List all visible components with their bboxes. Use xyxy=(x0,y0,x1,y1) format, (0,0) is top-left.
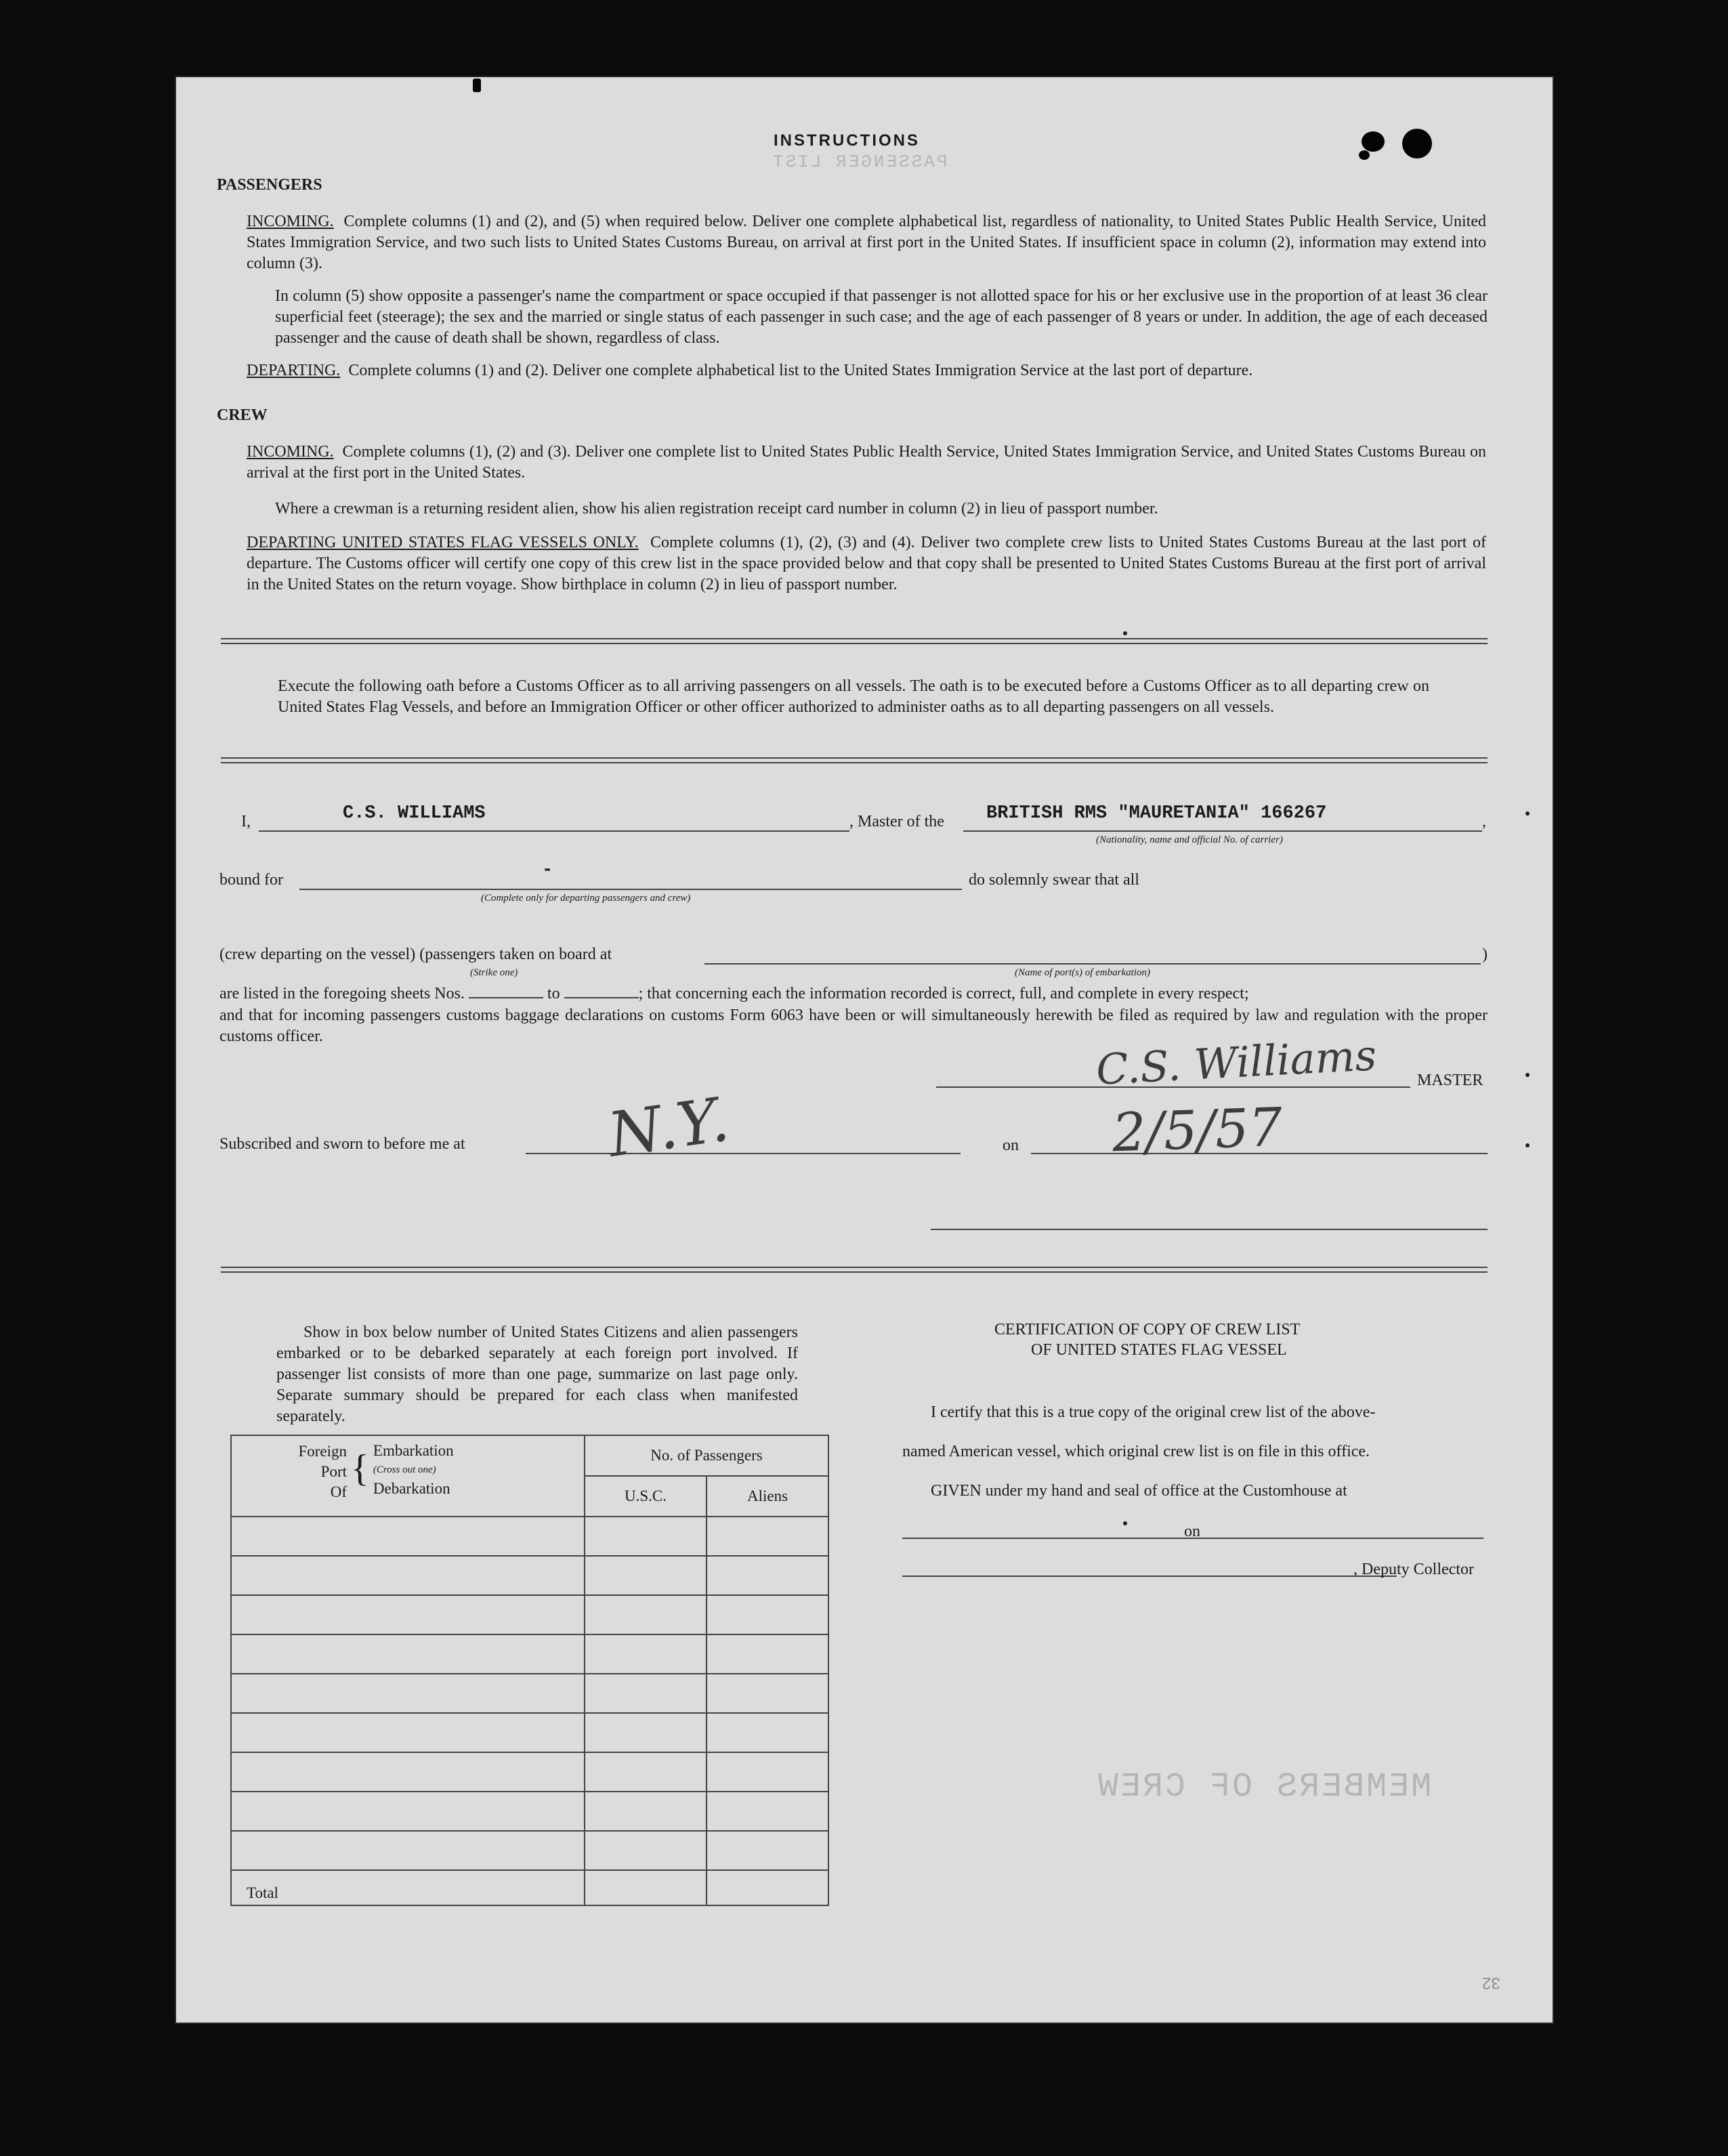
margin-dot xyxy=(1525,1143,1530,1147)
margin-dot xyxy=(1525,1073,1530,1077)
passengers-departing-paragraph xyxy=(247,360,1486,381)
col-debark: Debarkation xyxy=(373,1480,450,1497)
i-label: I, xyxy=(241,813,251,830)
summary-row-port xyxy=(231,1831,585,1870)
summary-row-usc xyxy=(585,1556,707,1595)
comma: , xyxy=(1482,813,1486,830)
col-embark: Embarkation xyxy=(373,1442,454,1459)
bound-for-label: bound for xyxy=(219,871,283,889)
summary-row-usc xyxy=(585,1595,707,1634)
col-port-a: Foreign xyxy=(298,1443,347,1460)
ink-blot xyxy=(1362,131,1385,152)
sworn-date-value: 2/5/57 xyxy=(1111,1097,1284,1164)
summary-row-aliens xyxy=(707,1831,828,1870)
master-name-line xyxy=(259,830,849,832)
instructions-heading: INSTRUCTIONS xyxy=(774,131,920,150)
crew-incoming-text: Complete columns (1), (2) and (3). Deliver one complete list to United States Public Health Service, United States Immigration Service, and United States Customs Bureau on arrival at the first port in the United States. xyxy=(247,443,1487,482)
sheets-to: to xyxy=(547,985,560,1002)
master-of-label: , Master of the xyxy=(849,813,944,830)
master-label: MASTER xyxy=(1417,1072,1483,1089)
passengers-incoming-paragraph xyxy=(247,211,1486,274)
summary-row-port xyxy=(231,1792,585,1831)
summary-row-usc xyxy=(585,1792,707,1831)
certification-title-2: OF UNITED STATES FLAG VESSEL xyxy=(1031,1341,1287,1359)
certification-line-1: I certify that this is a true copy of the original crew list of the above- xyxy=(931,1403,1376,1421)
certification-title-1: CERTIFICATION OF COPY OF CREW LIST xyxy=(994,1321,1301,1338)
total-aliens xyxy=(707,1870,828,1905)
ports-caption: (Name of port(s) of embarkation) xyxy=(1015,967,1150,978)
section-divider xyxy=(221,638,1488,644)
summary-row-port xyxy=(231,1517,585,1556)
sworn-place-value: N.Y. xyxy=(604,1084,734,1171)
passengers-heading: PASSENGERS xyxy=(217,176,322,194)
departing-text: Complete columns (1) and (2). Deliver one complete alphabetical list to the United States Immigration Service at the last port of departure. xyxy=(348,362,1253,379)
section-divider xyxy=(221,757,1488,763)
total-usc xyxy=(585,1870,707,1905)
swear-label: do solemnly swear that all xyxy=(969,871,1139,889)
bound-for-caption: (Complete only for departing passengers and crew) xyxy=(481,893,691,904)
sworn-on-label: on xyxy=(1003,1137,1019,1154)
summary-row-aliens xyxy=(707,1517,828,1556)
sheets-text-a: are listed in the foregoing sheets Nos. xyxy=(219,985,465,1002)
departing-flag-paragraph xyxy=(247,532,1486,595)
departing-flag-text: Complete columns (1), (2), (3) and (4). Deliver two complete crew lists to United States Customs Bureau at the last port of departure. The Customs officer will certify one copy of this crew list in the space provided below and that copy shall be presented to United States Customs Bureau at the first port of arrival in the United States on the return voyage. Show birthplace in column (2) in lieu of passport number. xyxy=(247,534,1486,593)
summary-row-aliens xyxy=(707,1713,828,1752)
crew-passengers-label: (crew departing on the vessel) (passengers taken on board at xyxy=(219,946,612,963)
summary-row-aliens xyxy=(707,1792,828,1831)
summary-row-port xyxy=(231,1713,585,1752)
passenger-summary-table xyxy=(230,1435,829,1906)
certification-date-line xyxy=(1207,1538,1483,1539)
sheets-text-b: ; that concerning each the information recorded is correct, full, and complete in every respect; xyxy=(638,985,1249,1002)
summary-row-port xyxy=(231,1556,585,1595)
col-port-c: Of xyxy=(330,1483,347,1500)
summary-row-usc xyxy=(585,1674,707,1713)
bleed-through-text: MEMBERS OF CREW xyxy=(1096,1768,1432,1806)
summary-row-aliens xyxy=(707,1595,828,1634)
column5-paragraph: In column (5) show opposite a passenger's name the compartment or space occupied if that passenger is not allotted space for his or her exclusive use in the proportion of at least 36 clear superficial feet (steerage); the sex and the married or single status of each passenger in such case; and the age of each passenger of 8 years or under. In addition, the age of each deceased passenger and the cause of death shall be shown, regardless of class. xyxy=(275,287,1488,347)
summary-row-aliens xyxy=(707,1634,828,1674)
col-passengers: No. of Passengers xyxy=(585,1435,828,1476)
summary-row-usc xyxy=(585,1752,707,1792)
document-page xyxy=(175,76,1554,2024)
crew-incoming-label: INCOMING. xyxy=(247,443,334,461)
bound-for-line xyxy=(299,889,962,890)
total-label: Total xyxy=(231,1870,585,1905)
certification-line-3: GIVEN under my hand and seal of office at the Customhouse at xyxy=(931,1482,1347,1500)
close-paren: ) xyxy=(1482,946,1488,963)
summary-row-port xyxy=(231,1595,585,1634)
ink-blot xyxy=(473,79,481,92)
summary-row-aliens xyxy=(707,1556,828,1595)
sheets-statement xyxy=(219,984,1488,1005)
incoming-text: Complete columns (1) and (2), and (5) when required below. Deliver one complete alphabetical list, regardless of nationality, to United States Public Health Service, United States Immigration Service, and two such lists to United States Customs Bureau, on arrival at first port in the United States. If insufficient space in column (2), information may extend into column (3). xyxy=(247,213,1487,272)
col-cross: (Cross out one) xyxy=(373,1464,436,1475)
margin-dot xyxy=(1123,631,1127,635)
summary-instruction: Show in box below number of United States Citizens and alien passengers embarked or to be debarked separately at each foreign port involved. If passenger list consists of more than one page, summarize on last page only. Separate summary should be prepared for each class when manifested separately. xyxy=(276,1324,798,1425)
col-port-b: Port xyxy=(320,1463,347,1480)
summary-row-port xyxy=(231,1752,585,1792)
summary-row-usc xyxy=(585,1831,707,1870)
brace-glyph: { xyxy=(351,1447,369,1489)
certification-on-label: on xyxy=(1184,1523,1200,1540)
bleed-through-text: PASSENGER LIST xyxy=(771,152,948,172)
summary-row-port xyxy=(231,1634,585,1674)
oath-intro: Execute the following oath before a Customs Officer as to all arriving passengers on all vessels. The oath is to be executed before a Customs Officer as to all departing crew on United States Flag Vessels, and before an Immigration Officer or other officer authorized to administer oaths as to all departing passengers on all vessels. xyxy=(278,677,1429,716)
incoming-label: INCOMING. xyxy=(247,213,334,230)
margin-dot xyxy=(1123,1521,1127,1525)
departing-flag-label: DEPARTING UNITED STATES FLAG VESSELS ONLY. xyxy=(247,534,639,551)
sworn-bottom-line xyxy=(931,1229,1488,1230)
sworn-place-line xyxy=(526,1153,961,1154)
crew-incoming-paragraph xyxy=(247,442,1486,484)
vessel-value: BRITISH RMS "MAURETANIA" 166267 xyxy=(986,803,1327,824)
deputy-collector-line xyxy=(902,1576,1397,1577)
summary-row-usc xyxy=(585,1517,707,1556)
summary-row-port xyxy=(231,1674,585,1713)
ink-blot xyxy=(1402,129,1432,158)
crewman-paragraph: Where a crewman is a returning resident alien, show his alien registration receipt card number in column (2) in lieu of passport number. xyxy=(275,500,1158,517)
strike-caption: (Strike one) xyxy=(470,967,518,978)
ink-blot xyxy=(1359,150,1370,160)
sworn-label: Subscribed and sworn to before me at xyxy=(219,1135,465,1153)
master-signature: C.S. Williams xyxy=(1095,1030,1378,1095)
summary-row-usc xyxy=(585,1713,707,1752)
summary-row-usc xyxy=(585,1634,707,1674)
vessel-caption: (Nationality, name and official No. of carrier) xyxy=(1096,834,1283,845)
departing-label: DEPARTING. xyxy=(247,362,341,379)
page-number: 32 xyxy=(1482,1974,1500,1992)
sheets-text-c: and that for incoming passengers customs baggage declarations on customs Form 6063 have been or will simultaneously herewith be filed as required by law and regulation with the proper customs officer. xyxy=(219,1007,1488,1045)
col-aliens: Aliens xyxy=(707,1476,828,1517)
margin-dot xyxy=(1525,811,1530,816)
summary-row-aliens xyxy=(707,1752,828,1792)
customhouse-line xyxy=(902,1538,1227,1539)
certification-line-2: named American vessel, which original crew list is on file in this office. xyxy=(902,1443,1370,1460)
port-header-cell xyxy=(231,1435,585,1517)
vessel-line xyxy=(963,830,1482,832)
ports-line xyxy=(704,963,1481,965)
section-divider xyxy=(221,1267,1488,1273)
col-usc: U.S.C. xyxy=(585,1476,707,1517)
summary-row-aliens xyxy=(707,1674,828,1713)
deputy-collector-label: , Deputy Collector xyxy=(1353,1561,1474,1578)
master-name-value: C.S. WILLIAMS xyxy=(343,803,486,824)
crew-heading: CREW xyxy=(217,406,268,424)
bound-for-value: - xyxy=(542,860,553,881)
